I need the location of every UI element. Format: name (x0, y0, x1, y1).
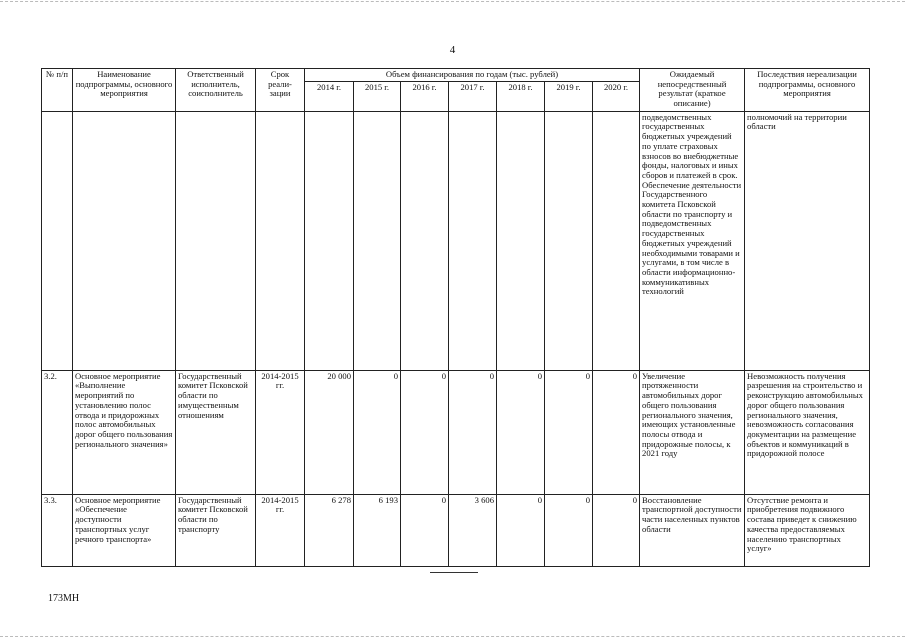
header-year: 2019 г. (545, 81, 593, 111)
header-result: Ожидаемый непосредственный результат (краткое описание) (640, 69, 745, 112)
header-funding: Объем финансирования по годам (тыс. рублей) (305, 69, 640, 82)
row-value (354, 111, 401, 370)
row-consequences: Невозможность получения разрешения на строительство и реконструкцию автомобильных дорог общего пользования регионального значения, невозможность согласования документации на размещение объектов и коммуникаций в придорожной полосе (745, 370, 870, 494)
row-value: 6 193 (354, 494, 401, 566)
row-num: 3.2. (42, 370, 73, 494)
row-value: 0 (593, 494, 640, 566)
row-num: 3.3. (42, 494, 73, 566)
program-table (41, 68, 870, 567)
header-executor: Ответственный исполнитель, соисполнитель (176, 69, 256, 112)
row-value (305, 111, 354, 370)
header-year: 2015 г. (354, 81, 401, 111)
footer-divider (430, 572, 478, 573)
row-result: подведомственных государственных бюджетных учреждений по уплате страховых взносов во внебюджетные фонды, налоговых и иных сборов и платежей в срок. Обеспечение деятельности Государственного комитета Псковской области по транспорту и подведомственных государственных бюджетных учреждений необходимыми товарами и услугами, в том числе в области информационно-коммуникативных технологий (640, 111, 745, 370)
row-name: Основное мероприятие «Обеспечение доступности транспортных услуг речного транспорта» (73, 494, 176, 566)
row-value (593, 111, 640, 370)
row-value: 0 (545, 370, 593, 494)
row-term (256, 111, 305, 370)
header-year: 2014 г. (305, 81, 354, 111)
row-value: 0 (401, 370, 449, 494)
header-consequences: Последствия нереализации подпрограммы, основного мероприятия (745, 69, 870, 112)
row-value: 0 (545, 494, 593, 566)
table-row (42, 370, 870, 494)
header-year: 2018 г. (497, 81, 545, 111)
header-year: 2020 г. (593, 81, 640, 111)
row-value: 6 278 (305, 494, 354, 566)
row-value: 20 000 (305, 370, 354, 494)
header-year: 2016 г. (401, 81, 449, 111)
row-term: 2014-2015 гг. (256, 370, 305, 494)
row-value: 0 (401, 494, 449, 566)
row-value: 0 (497, 370, 545, 494)
header-year: 2017 г. (449, 81, 497, 111)
row-value: 3 606 (449, 494, 497, 566)
row-value (401, 111, 449, 370)
page-number: 4 (449, 44, 456, 56)
row-consequences: полномочий на территории области (745, 111, 870, 370)
row-num (42, 111, 73, 370)
table-row (42, 494, 870, 566)
row-value: 0 (497, 494, 545, 566)
row-value (545, 111, 593, 370)
row-name: Основное мероприятие «Выполнение мероприятий по установлению полос отвода и придорожных полос автомобильных дорог общего пользования регионального значения» (73, 370, 176, 494)
row-value: 0 (354, 370, 401, 494)
header-num: № п/п (42, 69, 73, 112)
scan-top-edge (0, 1, 905, 2)
row-result: Увеличение протяженности автомобильных дорог общего пользования регионального значения, имеющих установленные полосы отвода и придорожные полосы, к 2021 году (640, 370, 745, 494)
row-executor: Государственный комитет Псковской области по имущественным отношениям (176, 370, 256, 494)
document-code: 173МН (48, 593, 80, 604)
table-row (42, 111, 870, 370)
row-name (73, 111, 176, 370)
row-value: 0 (449, 370, 497, 494)
row-consequences: Отсутствие ремонта и приобретения подвижного состава приведет к снижению качества предоставляемых населению транспортных услуг» (745, 494, 870, 566)
row-term: 2014-2015 гг. (256, 494, 305, 566)
header-name: Наименование подпрограммы, основного мероприятия (73, 69, 176, 112)
row-executor (176, 111, 256, 370)
row-result: Восстановление транспортной доступности части населенных пунктов области (640, 494, 745, 566)
row-value (497, 111, 545, 370)
scan-bottom-edge (0, 636, 905, 637)
row-value (449, 111, 497, 370)
row-value: 0 (593, 370, 640, 494)
row-executor: Государственный комитет Псковской области по транспорту (176, 494, 256, 566)
header-term: Срок реали-зации (256, 69, 305, 112)
